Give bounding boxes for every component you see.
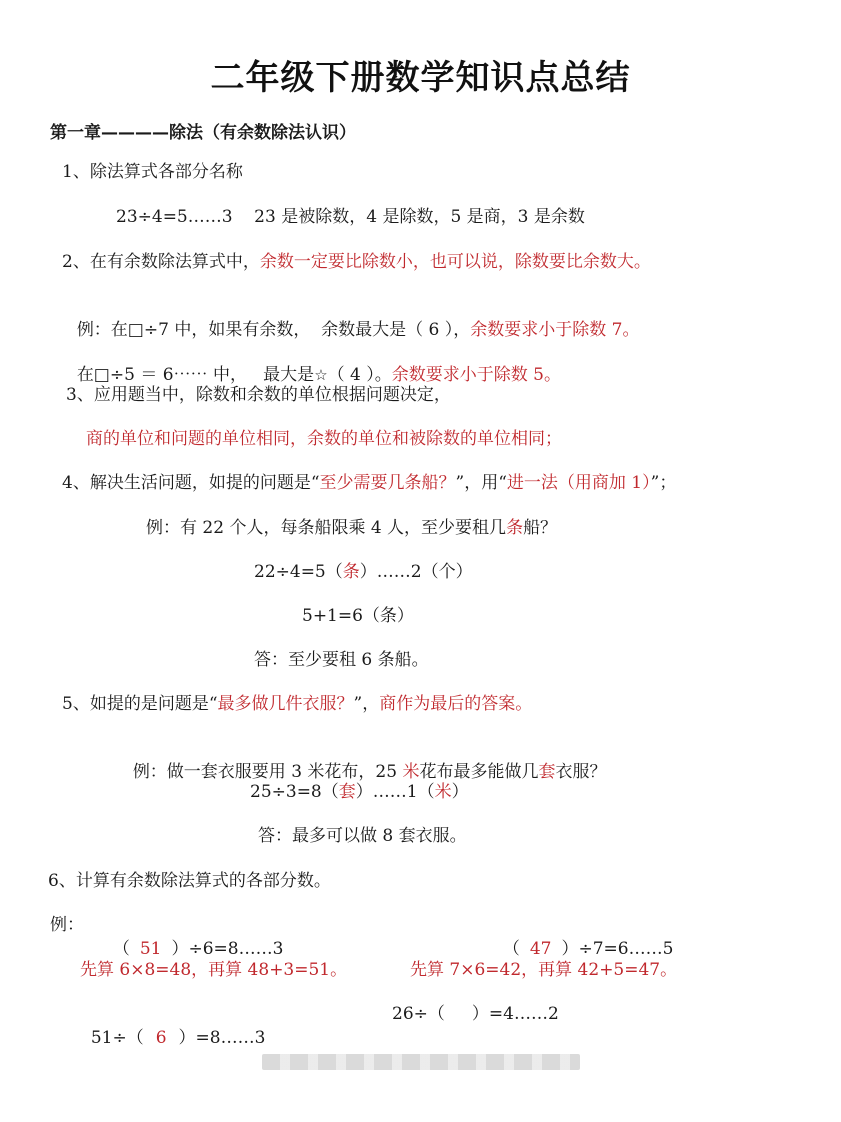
q3-rest: ）=8……3: [178, 1028, 266, 1048]
section-5-text-b: ”，: [353, 694, 380, 714]
section-4-example-red: 条: [506, 518, 524, 538]
example-2-answer: （ 4 ）。: [327, 365, 392, 385]
section-5-example: [122, 736, 606, 784]
q2-open: （: [502, 939, 520, 959]
section-5-calc-c: ）: [451, 782, 469, 802]
calc-1-red: 条: [342, 562, 360, 582]
section-5-rule: [62, 692, 532, 716]
section-5-calc-red-1: 套: [338, 782, 356, 802]
section-6-heading: 6、计算有余数除法算式的各部分数。: [48, 871, 331, 891]
q1-open: （: [112, 939, 130, 959]
section-3-red-text: 商的单位和问题的单位相同，余数的单位和被除数的单位相同；: [86, 429, 562, 449]
section-6-hint-1: 先算 6×8=48，再算 48+3=51。: [80, 960, 348, 980]
calc-1-text-b: ）……2（个）: [359, 562, 473, 582]
section-6-question-1: [102, 913, 283, 961]
section-4-example-end: 船？: [523, 518, 558, 538]
section-1-example: 23÷4=5……3 23 是被除数，4 是除数，5 是商，3 是余数: [116, 207, 585, 227]
section-4-calc-1: [254, 560, 473, 584]
q3-open: 51÷（: [90, 1028, 144, 1048]
section-5-calc-b: ）……1（: [355, 782, 435, 802]
section-5-red-a: 最多做几件衣服？: [217, 694, 354, 714]
section-4-text-b: ”，用“: [455, 473, 507, 493]
section-4-example-text: 例：有 22 个人，每条船限乘 4 人，至少要租几: [146, 518, 507, 538]
example-2-red: 余数要求小于除数 5。: [391, 365, 561, 385]
section-4-rule: [62, 471, 676, 495]
q1-answer: 51: [139, 939, 162, 959]
section-4-text-c: ”；: [650, 473, 677, 493]
section-1-heading: 1、除法算式各部分名称: [62, 162, 243, 182]
section-2-text: 2、在有余数除法算式中，: [62, 252, 260, 272]
section-3-text: 3、应用题当中，除数和余数的单位根据问题决定，: [66, 385, 451, 405]
calc-1-text-a: 22÷4=5（: [254, 562, 343, 582]
section-4-red-a: 至少需要几条船？: [319, 473, 456, 493]
section-5-calc-red-2: 米: [434, 782, 452, 802]
section-5-example-c: 衣服？: [555, 762, 607, 782]
section-6-question-3: [80, 1002, 265, 1050]
q1-rest: ）÷6=8……3: [171, 939, 284, 959]
section-2-example-2: [66, 339, 561, 387]
section-2-rule: [62, 250, 651, 274]
section-5-calc-a: 25÷3=8（: [250, 782, 339, 802]
section-6-question-2: [492, 913, 673, 961]
section-5-red-b: 商作为最后的答案。: [379, 694, 533, 714]
section-4-answer: 答：至少要租 6 条船。: [254, 650, 429, 670]
section-4-red-b: 进一法（用商加 1）: [506, 473, 651, 493]
blurred-watermark: [262, 1054, 580, 1070]
section-6-hint-2: 先算 7×6=42，再算 42+5=47。: [410, 960, 678, 980]
q3-answer: 6: [155, 1028, 167, 1048]
section-4-calc-2: 5+1=6（条）: [302, 606, 414, 626]
section-5-calc: [250, 780, 469, 804]
section-5-answer: 答：最多可以做 8 套衣服。: [258, 826, 467, 846]
example-2-text: 在□÷5 ＝ 6⋯⋯ 中， 最大是: [76, 365, 315, 385]
section-6-question-4: 26÷（ ）=4……2: [392, 1004, 559, 1024]
q2-answer: 47: [529, 939, 552, 959]
section-5-example-red-2: 套: [538, 762, 556, 782]
q2-rest: ）÷7=6……5: [561, 939, 674, 959]
section-6-example-label: 例：: [50, 915, 84, 935]
section-5-example-b: 花布最多能做几: [419, 762, 539, 782]
section-2-example-1: [66, 294, 640, 342]
section-2-red-text: 余数一定要比除数小，也可以说，除数要比余数大。: [259, 252, 651, 272]
section-5-example-red-1: 米: [402, 762, 420, 782]
example-1-text: 例：在□÷7 中，如果有余数， 余数最大是（ 6 ），: [76, 320, 471, 340]
section-5-text-a: 5、如提的是问题是“: [62, 694, 218, 714]
section-5-example-a: 例：做一套衣服要用 3 米花布，25: [132, 762, 403, 782]
example-1-red: 余数要求小于除数 7。: [470, 320, 640, 340]
page-title: 二年级下册数学知识点总结: [210, 58, 631, 98]
section-4-example: [146, 516, 557, 540]
chapter-heading: 第一章————除法（有余数除法认识）: [50, 123, 356, 143]
section-4-text-a: 4、解决生活问题，如提的问题是“: [62, 473, 320, 493]
star-mark-icon: ☆: [314, 366, 328, 384]
